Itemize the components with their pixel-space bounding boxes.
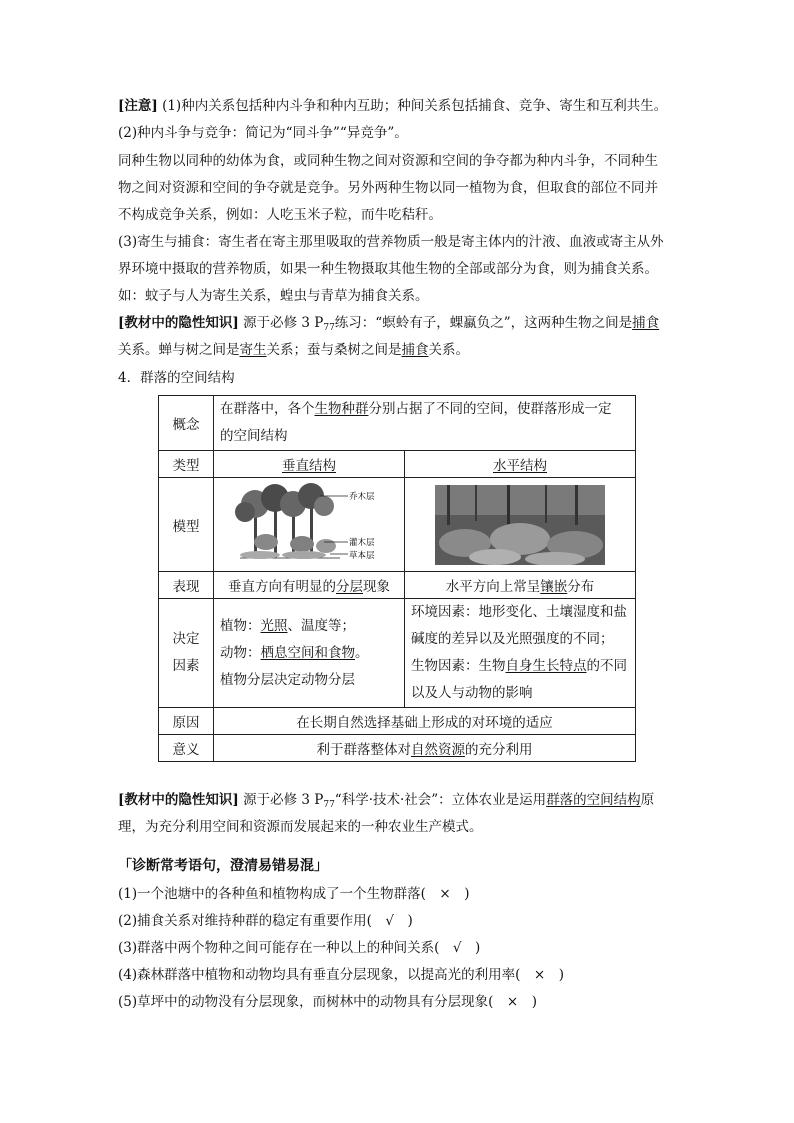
table-cell: 水平方向上常呈镶嵌分布 (405, 572, 636, 599)
vertical-structure-illustration (220, 482, 398, 568)
hidden-knowledge-1-line-2: 关系。蝉与树之间是寄生关系；蚕与桑树之间是捕食关系。 (118, 342, 469, 358)
table-cell: 决定 因素 (159, 599, 214, 708)
table-cell (214, 478, 405, 572)
note-line-8: 如：蚊子与人为寄生关系，蝗虫与青草为捕食关系。 (118, 288, 429, 304)
section-4-title: 4．群落的空间结构 (118, 370, 235, 386)
table-cell: 意义 (159, 735, 214, 762)
table-row (159, 708, 636, 735)
layer-tree-label: 乔木层 (349, 491, 375, 502)
horizontal-structure-photo (435, 485, 605, 565)
note-line-2: (2)种内斗争与竞争：简记为“同斗争”“异竞争”。 (118, 125, 408, 141)
layer-herb-label: 草本层 (349, 550, 375, 561)
table-cell: 表现 (159, 572, 214, 599)
note-line-1: [注意] (1)种内关系包括种内斗争和种内互助；种间关系包括捕食、竞争、寄生和互利共生。 (118, 98, 668, 114)
right-corner-bracket-icon: 」 (314, 858, 328, 874)
table-cell: 垂直方向有明显的分层现象 (214, 572, 405, 599)
hidden-knowledge-2-line-1: [教材中的隐性知识] 源于必修 3 $P_{77}“$科学·技术·社会”：立体农业是运用群落的空间结构原 (118, 792, 655, 810)
community-structure-table (158, 395, 636, 762)
table-cell: 在长期自然选择基础上形成的对环境的适应 (214, 708, 636, 735)
hidden-knowledge-tag: [教材中的隐性知识] (118, 315, 239, 331)
note-line-4: 物之间对资源和空间的争夺就是竞争。另外两种生物以同一植物为食，但取食的部位不同并 (118, 180, 658, 196)
diagnose-item: (2)捕食关系对维持种群的稳定有重要作用( √ ) (118, 913, 413, 929)
table-cell: 概念 (159, 396, 214, 451)
table-row (159, 451, 636, 478)
diagnose-item: (1)一个池塘中的各种鱼和植物构成了一个生物群落( × ) (118, 886, 470, 902)
note-line-3: 同种生物以同种的幼体为食，或同种生物之间对资源和空间的争夺都为种内斗争，不同种生 (118, 153, 658, 169)
table-row (159, 735, 636, 762)
table-cell: 植物：光照、温度等； 动物：栖息空间和食物。 植物分层决定动物分层 (214, 599, 405, 708)
note-tag: [注意] (118, 98, 158, 114)
layer-shrub-label: 灌木层 (349, 537, 375, 548)
diagnose-section-title: 「诊断常考语句，澄清易错易混」 (118, 858, 328, 874)
table-cell: 利于群落整体对自然资源的充分利用 (214, 735, 636, 762)
hidden-knowledge-2-line-2: 理，为充分利用空间和资源而发展起来的一种农业生产模式。 (118, 819, 483, 835)
table-row (159, 572, 636, 599)
note-line-7: 界环境中摄取的营养物质，如果一种生物摄取其他生物的全部或部分为食，则为捕食关系。 (118, 261, 658, 277)
table-row (159, 599, 636, 708)
table-cell: 垂直结构 (214, 451, 405, 478)
table-cell: 模型 (159, 478, 214, 572)
left-corner-bracket-icon: 「 (118, 858, 132, 874)
diagnose-item: (5)草坪中的动物没有分层现象，而树林中的动物具有分层现象( × ) (118, 994, 537, 1010)
hidden-knowledge-tag: [教材中的隐性知识] (118, 792, 239, 808)
note-line-5: 不构成竞争关系，例如：人吃玉米子粒，而牛吃秸秆。 (118, 207, 442, 223)
table-cell: 环境因素：地形变化、土壤湿度和盐 碱度的差异以及光照强度的不同； 生物因素：生物自身生长特点的不同 以及人与动物的影响 (405, 599, 636, 708)
table-cell: 在群落中，各个生物种群分别占据了不同的空间，使群落形成一定 的空间结构 (214, 396, 636, 451)
table-row (159, 396, 636, 451)
table-cell (405, 478, 636, 572)
diagnose-item: (3)群落中两个物种之间可能存在一种以上的种间关系( √ ) (118, 940, 481, 956)
hidden-knowledge-1-line-1: [教材中的隐性知识] 源于必修 3 $P_{77}$练习：“螟蛉有子，蜾蠃负之”，这两种生物之间是捕食 (118, 315, 660, 333)
table-row (159, 478, 636, 572)
note-line-6: (3)寄生与捕食：寄生者在寄主那里吸取的营养物质一般是寄主体内的汁液、血液或寄主从外 (118, 234, 664, 250)
table-cell: 原因 (159, 708, 214, 735)
table-cell: 类型 (159, 451, 214, 478)
table-cell: 水平结构 (405, 451, 636, 478)
diagnose-item: (4)森林群落中植物和动物均具有垂直分层现象，以提高光的利用率( × ) (118, 967, 564, 983)
